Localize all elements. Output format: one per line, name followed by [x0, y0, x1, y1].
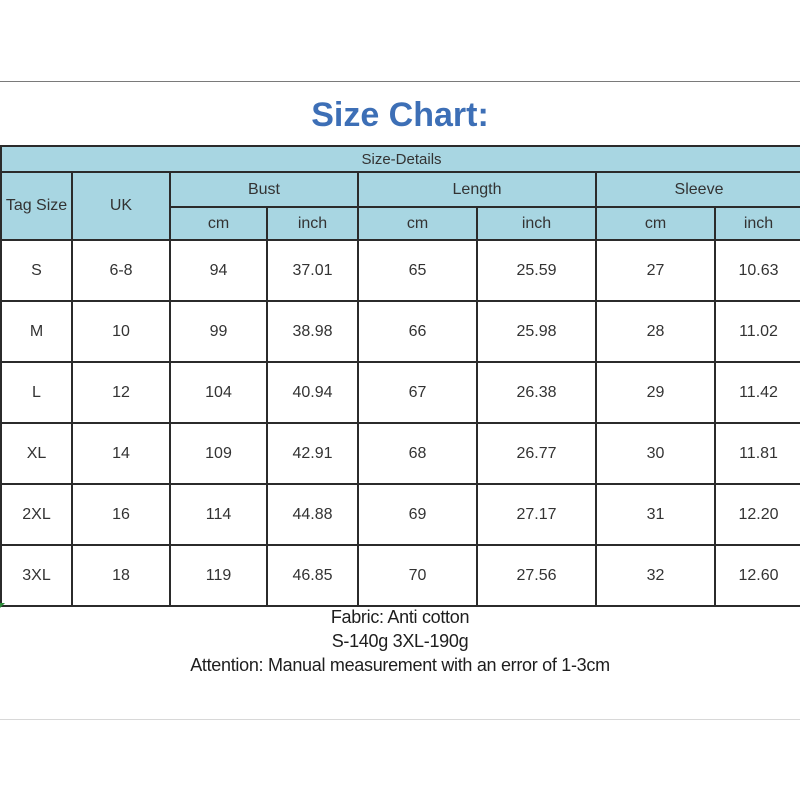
uk-cell: 10: [72, 301, 170, 362]
length-inch-cell: 27.17: [477, 484, 596, 545]
bust-inch-cell: 46.85: [267, 545, 358, 606]
sleeve-inch-cell: 12.60: [715, 545, 800, 606]
uk-cell: 16: [72, 484, 170, 545]
table-row: [1, 301, 800, 362]
bust-cm-cell: 94: [170, 240, 267, 301]
sleeve-inch-cell: 11.02: [715, 301, 800, 362]
sleeve-inch-cell: 11.42: [715, 362, 800, 423]
bust-inch-cell: 40.94: [267, 362, 358, 423]
sleeve-cm-cell: 29: [596, 362, 715, 423]
table-row: [1, 240, 800, 301]
bust-header: Bust: [170, 172, 358, 207]
uk-cell: 12: [72, 362, 170, 423]
length-cm-cell: 67: [358, 362, 477, 423]
length-inch-cell: 26.38: [477, 362, 596, 423]
sleeve-cm-cell: 27: [596, 240, 715, 301]
size-details-header: Size-Details: [1, 146, 800, 172]
bust-cm-cell: 99: [170, 301, 267, 362]
sleeve-cm-cell: 32: [596, 545, 715, 606]
bust-inch-header: inch: [267, 207, 358, 240]
sleeve-inch-cell: 12.20: [715, 484, 800, 545]
length-inch-cell: 27.56: [477, 545, 596, 606]
length-header: Length: [358, 172, 596, 207]
bust-inch-cell: 37.01: [267, 240, 358, 301]
bust-cm-cell: 119: [170, 545, 267, 606]
length-cm-cell: 69: [358, 484, 477, 545]
top-divider: [0, 81, 800, 82]
sleeve-inch-header: inch: [715, 207, 800, 240]
bust-cm-header: cm: [170, 207, 267, 240]
table-row: [1, 423, 800, 484]
size-details-row: [1, 146, 800, 172]
notes-block: [0, 605, 800, 677]
sleeve-inch-cell: 10.63: [715, 240, 800, 301]
sleeve-inch-cell: 11.81: [715, 423, 800, 484]
uk-cell: 14: [72, 423, 170, 484]
tag-size-header: Tag Size: [1, 172, 72, 240]
sleeve-cm-cell: 31: [596, 484, 715, 545]
attention-note: Attention: Manual measurement with an error of 1-3cm: [190, 655, 610, 675]
tag-size-cell: L: [1, 362, 72, 423]
sleeve-header: Sleeve: [596, 172, 800, 207]
bust-cm-cell: 114: [170, 484, 267, 545]
group-header-row: [1, 172, 800, 207]
page-title: Size Chart:: [311, 96, 489, 134]
length-cm-cell: 66: [358, 301, 477, 362]
weight-note: S-140g 3XL-190g: [331, 631, 469, 651]
uk-header: UK: [72, 172, 170, 240]
table-row: [1, 545, 800, 606]
length-cm-cell: 70: [358, 545, 477, 606]
bust-inch-cell: 38.98: [267, 301, 358, 362]
length-inch-cell: 26.77: [477, 423, 596, 484]
uk-cell: 18: [72, 545, 170, 606]
length-inch-header: inch: [477, 207, 596, 240]
tag-size-cell: 3XL: [1, 545, 72, 606]
bust-cm-cell: 109: [170, 423, 267, 484]
tag-size-cell: S: [1, 240, 72, 301]
length-cm-cell: 68: [358, 423, 477, 484]
sleeve-cm-cell: 30: [596, 423, 715, 484]
bust-cm-cell: 104: [170, 362, 267, 423]
tag-size-cell: M: [1, 301, 72, 362]
length-cm-cell: 65: [358, 240, 477, 301]
bust-inch-cell: 44.88: [267, 484, 358, 545]
tag-size-cell: 2XL: [1, 484, 72, 545]
length-inch-cell: 25.59: [477, 240, 596, 301]
table-row: [1, 362, 800, 423]
sleeve-cm-header: cm: [596, 207, 715, 240]
tag-size-cell: XL: [1, 423, 72, 484]
bottom-divider: [0, 719, 800, 720]
bust-inch-cell: 42.91: [267, 423, 358, 484]
uk-cell: 6-8: [72, 240, 170, 301]
fabric-note: Fabric: Anti cotton: [330, 607, 470, 627]
length-cm-header: cm: [358, 207, 477, 240]
length-inch-cell: 25.98: [477, 301, 596, 362]
table-row: [1, 484, 800, 545]
size-chart-table: [0, 145, 800, 607]
sleeve-cm-cell: 28: [596, 301, 715, 362]
